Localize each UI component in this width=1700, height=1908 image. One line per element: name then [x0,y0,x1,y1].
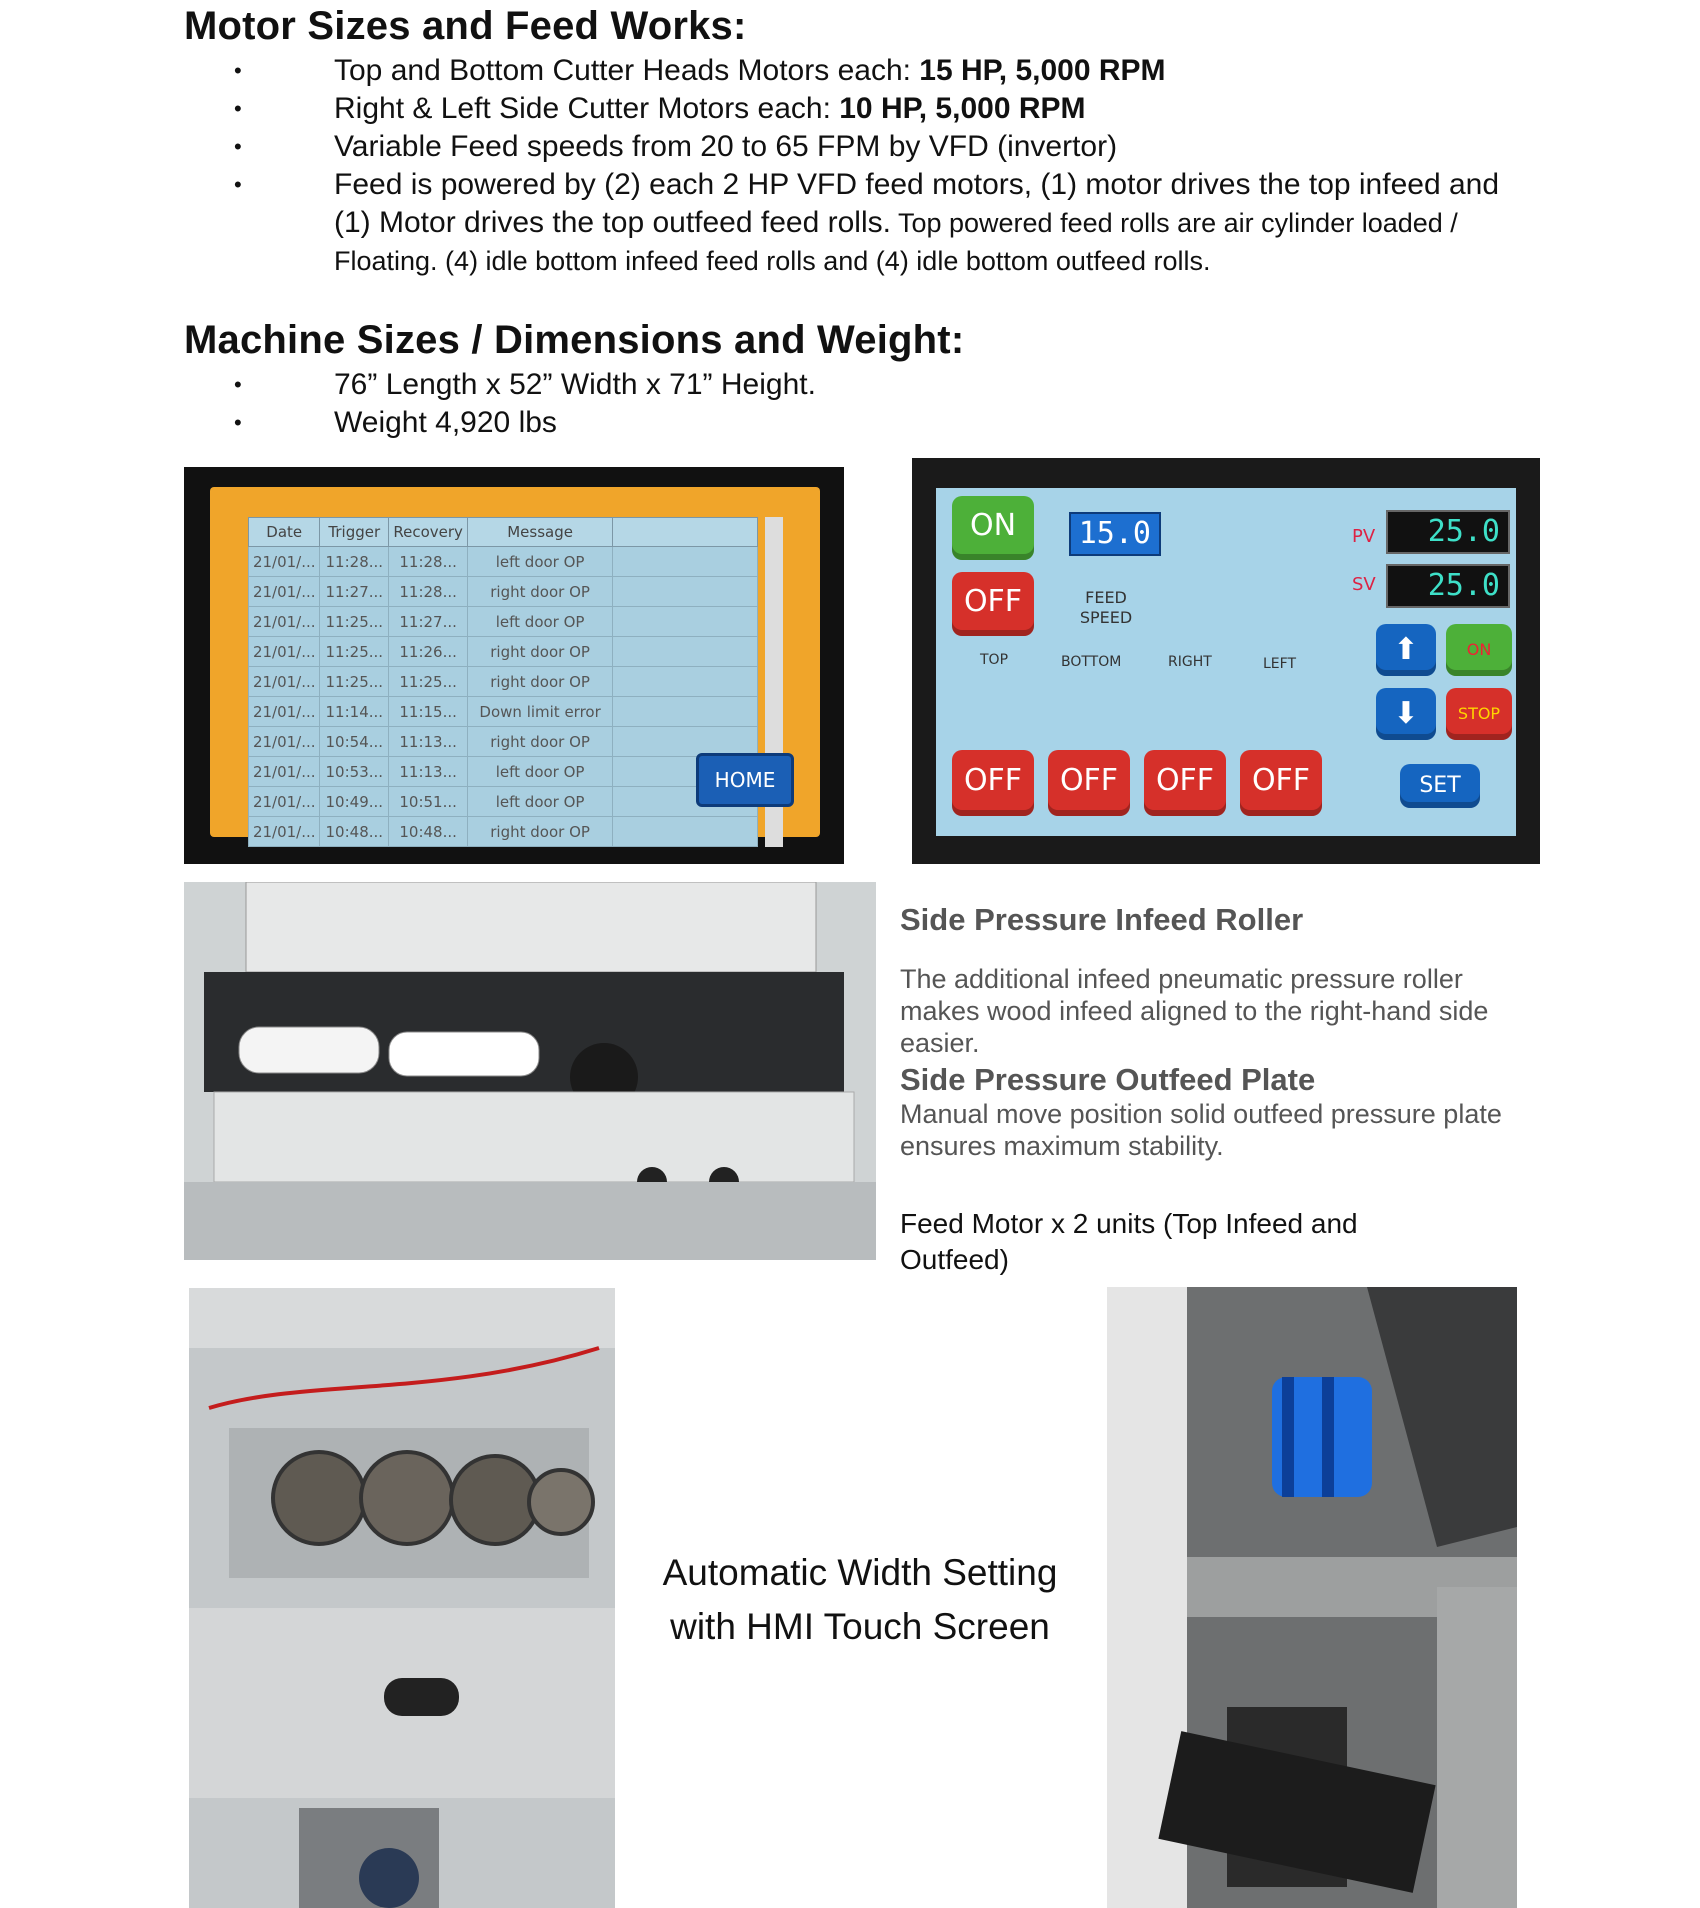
feed-speed-label: FEED SPEED [1079,588,1133,627]
table-cell: left door OP [468,607,613,637]
table-row[interactable] [249,727,758,757]
list-item [184,128,1564,166]
up-arrow-button[interactable] [1376,624,1436,676]
spec-text: Variable Feed speeds from 20 to 65 FPM by VFD (invertor) [334,130,1118,163]
table-cell: 11:28... [320,547,389,577]
table-cell: 10:51... [389,787,468,817]
table-row[interactable] [249,667,758,697]
left-off-button[interactable]: OFF [1240,750,1322,816]
spec-detail: Top powered feed rolls are air cylinder loaded / Floating. (4) idle bottom infeed feed rolls and (4) idle bottom outfeed rolls. [334,208,1458,276]
stop-button[interactable]: STOP [1446,688,1512,740]
table-cell: 11:27... [389,607,468,637]
table-cell: 21/01/... [249,547,320,577]
table-cell: 21/01/... [249,817,320,847]
feed-speed-display: 15.0 [1069,512,1161,556]
column-header-empty [613,518,758,547]
table-cell-empty [613,607,758,637]
table-cell: 11:25... [389,667,468,697]
bullet-icon: • [234,372,242,397]
table-cell: 21/01/... [249,787,320,817]
table-cell-empty [613,697,758,727]
table-cell: 10:53... [320,757,389,787]
table-cell-empty [613,547,758,577]
machine-spec-list [184,366,1564,442]
table-header-row [249,518,758,547]
hmi-alarm-panel [210,487,820,841]
alarm-table [248,517,758,847]
table-row[interactable] [249,817,758,847]
table-cell-empty [613,727,758,757]
motor-spec-list [184,52,1564,280]
table-row[interactable] [249,697,758,727]
hmi-alarm-screen-photo [184,467,844,864]
motor-section-heading: Motor Sizes and Feed Works: [184,4,747,48]
spindle-label-left: LEFT [1263,656,1297,672]
machine-section-heading: Machine Sizes / Dimensions and Weight: [184,318,965,362]
table-row[interactable] [249,607,758,637]
side-pressure-title: Side Pressure Infeed Roller [900,902,1304,937]
table-row[interactable] [249,547,758,577]
table-cell: 11:28... [389,577,468,607]
outfeed-plate-title: Side Pressure Outfeed Plate [900,1062,1316,1097]
side-cutter-photo [1107,1287,1517,1908]
dimensions-text: 76” Length x 52” Width x 71” Height. [334,368,816,401]
table-cell: 11:25... [320,607,389,637]
sv-display: 25.0 [1386,564,1510,608]
hmi-control-panel [936,488,1516,836]
width-setting-caption: Automatic Width Setting with HMI Touch Screen [662,1552,1058,1647]
sv-label: SV [1352,574,1376,595]
table-row[interactable] [249,637,758,667]
spindle-label-bottom: BOTTOM [1061,654,1122,670]
bullet-icon: • [234,96,242,121]
spindle-label-right: RIGHT [1168,654,1212,670]
spindle-label-top: TOP [980,652,1009,668]
pv-display: 25.0 [1386,510,1510,554]
table-cell: left door OP [468,547,613,577]
table-cell: 11:13... [389,757,468,787]
table-cell: 11:27... [320,577,389,607]
column-header: Message [468,518,613,547]
table-cell-empty [613,637,758,667]
table-cell: 10:54... [320,727,389,757]
right-off-button[interactable]: OFF [1144,750,1226,816]
on-small-button[interactable]: ON [1446,624,1512,676]
set-button[interactable]: SET [1400,764,1480,808]
column-header: Recovery [389,518,468,547]
bullet-icon: • [234,172,242,197]
side-pressure-roller-photo [184,882,876,1260]
table-row[interactable] [249,577,758,607]
table-cell: 10:48... [389,817,468,847]
table-cell: right door OP [468,577,613,607]
table-cell: 21/01/... [249,727,320,757]
off-button[interactable]: OFF [952,572,1034,636]
spec-text: Feed is powered by (2) each 2 HP VFD feed motors, (1) motor drives the top infeed and (1) Motor drives the top outfeed feed rolls. [334,168,1500,239]
list-item [184,166,1564,280]
bullet-icon: • [234,134,242,159]
feed-gears-photo [189,1288,615,1908]
hmi-control-screen-photo [912,458,1540,864]
table-cell: 11:25... [320,667,389,697]
spec-text: Top and Bottom Cutter Heads Motors each: [334,54,920,87]
table-cell: Down limit error [468,697,613,727]
table-cell: 11:13... [389,727,468,757]
table-row[interactable] [249,757,758,787]
table-cell-empty [613,577,758,607]
table-cell: left door OP [468,787,613,817]
table-cell: 21/01/... [249,637,320,667]
table-cell: 11:14... [320,697,389,727]
roller-illustration [184,882,876,1260]
table-cell: 11:28... [389,547,468,577]
up-arrow-icon: ⬆ [1393,632,1419,667]
bullet-icon: • [234,410,242,435]
spec-value: 15 HP, 5,000 RPM [919,54,1166,87]
bottom-off-button[interactable]: OFF [1048,750,1130,816]
bullet-icon: • [234,58,242,83]
table-cell: 21/01/... [249,607,320,637]
list-item [184,404,1564,442]
table-cell: 11:25... [320,637,389,667]
on-button[interactable]: ON [952,496,1034,560]
table-cell: right door OP [468,817,613,847]
gears-illustration [189,1288,615,1908]
table-cell: 21/01/... [249,697,320,727]
side-pressure-body: The additional infeed pneumatic pressure roller makes wood infeed aligned to the right-hand side easier. [900,964,1489,1058]
down-arrow-icon: ⬇ [1393,696,1419,731]
table-cell: 21/01/... [249,667,320,697]
list-item [184,90,1564,128]
spec-value: 10 HP, 5,000 RPM [839,92,1086,125]
pv-label: PV [1352,526,1376,547]
down-arrow-button[interactable] [1376,688,1436,740]
table-cell: right door OP [468,667,613,697]
list-item [184,366,1564,404]
table-cell: left door OP [468,757,613,787]
table-cell-empty [613,817,758,847]
weight-text: Weight 4,920 lbs [334,406,557,439]
feed-motor-caption: Feed Motor x 2 units (Top Infeed and Outfeed) [900,1208,1358,1275]
table-row[interactable] [249,787,758,817]
outfeed-plate-body: Manual move position solid outfeed pressure plate ensures maximum stability. [900,1099,1502,1161]
home-button[interactable]: HOME [696,753,794,807]
table-cell: 10:48... [320,817,389,847]
table-cell: 21/01/... [249,577,320,607]
column-header: Date [249,518,320,547]
top-off-button[interactable]: OFF [952,750,1034,816]
table-cell: 11:15... [389,697,468,727]
spec-text: Right & Left Side Cutter Motors each: [334,92,840,125]
column-header: Trigger [320,518,389,547]
table-cell: 10:49... [320,787,389,817]
table-cell: 11:26... [389,637,468,667]
table-cell-empty [613,667,758,697]
table-cell: right door OP [468,637,613,667]
cutter-illustration [1107,1287,1517,1908]
table-cell: right door OP [468,727,613,757]
table-cell: 21/01/... [249,757,320,787]
list-item [184,52,1564,90]
